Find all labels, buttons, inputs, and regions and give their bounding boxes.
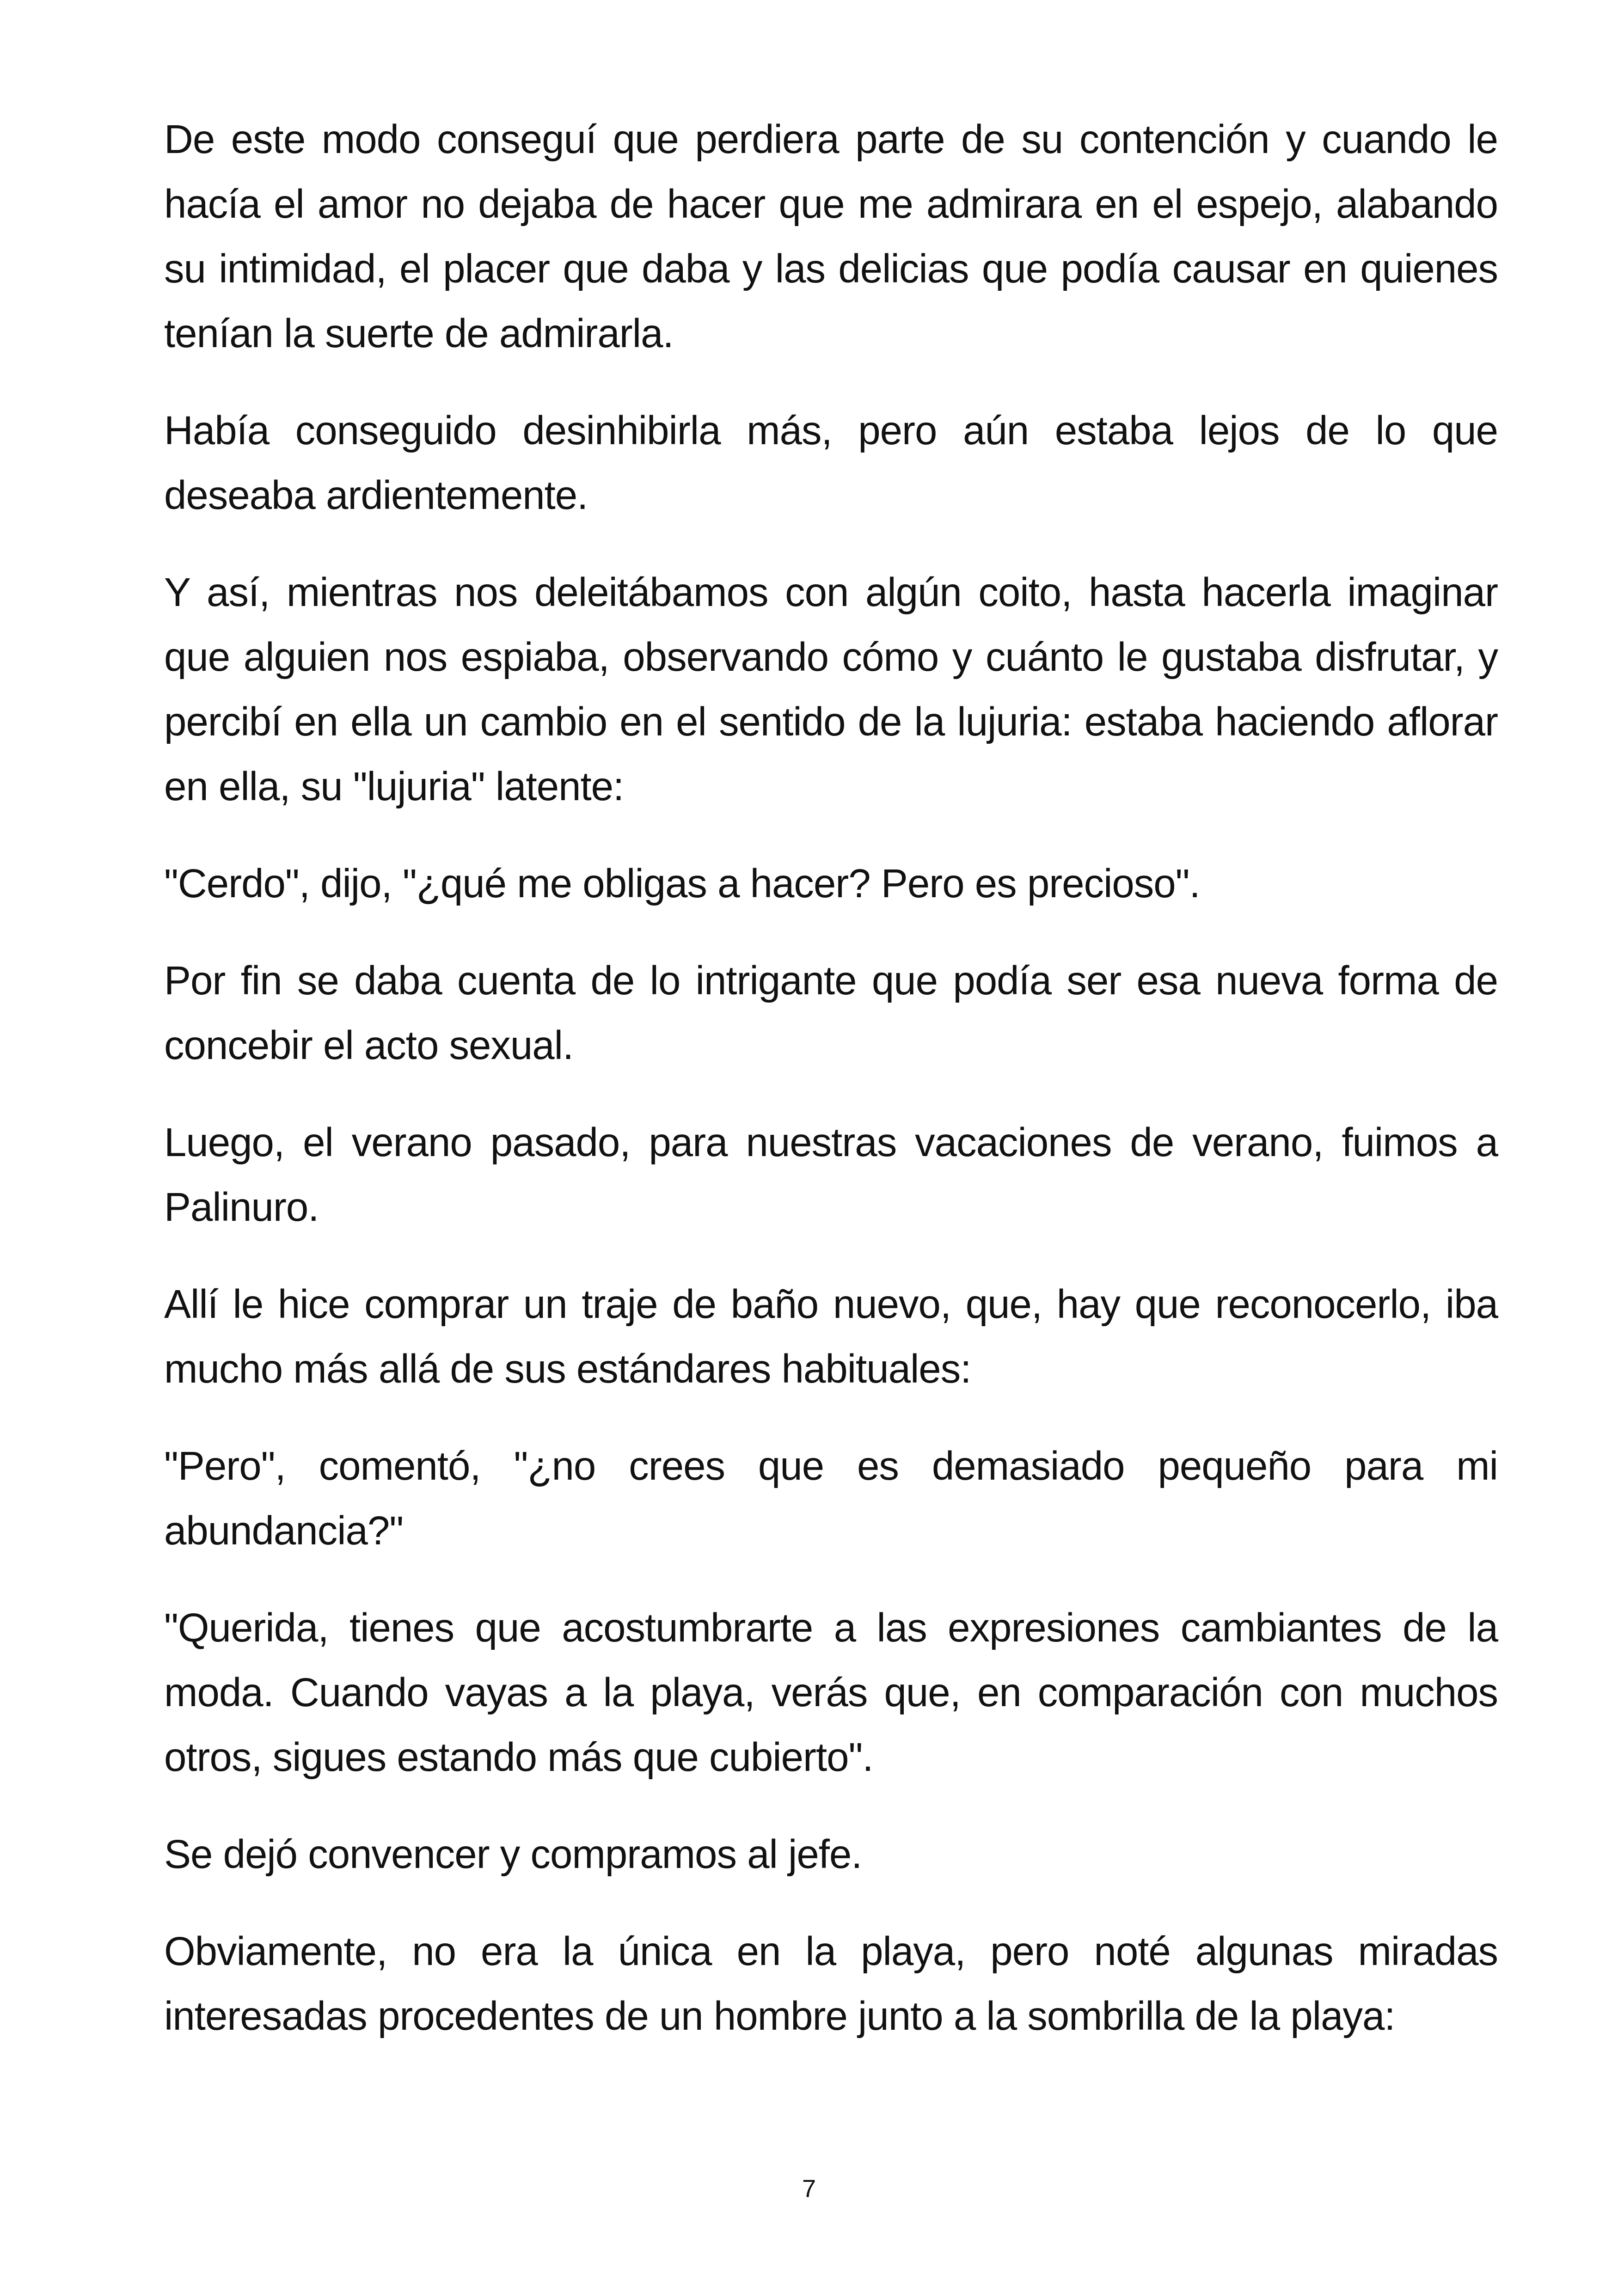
paragraph: "Cerdo", dijo, "¿qué me obligas a hacer? Pero es precioso". — [164, 861, 1200, 906]
paragraph: "Querida, tienes que acostumbrarte a las expresiones cambiantes de la moda. Cuando vayas a la playa, verás que, en comparación con muchos otros, sigues estando más que cubierto". — [164, 1605, 1498, 1780]
paragraph: Allí le hice comprar un traje de baño nuevo, que, hay que reconocerlo, iba mucho más allá de sus estándares habituales: — [164, 1282, 1498, 1391]
paragraph: De este modo conseguí que perdiera parte de su contención y cuando le hacía el amor no dejaba de hacer que me admirara en el espejo, alabando su intimidad, el placer que daba y las delicias que podía causar en quienes tenían la suerte de admirarla. — [164, 117, 1498, 356]
paragraph: "Pero", comentó, "¿no crees que es demasiado pequeño para mi abundancia?" — [164, 1444, 1498, 1553]
page-number: 7 — [802, 2175, 816, 2203]
paragraph: Había conseguido desinhibirla más, pero aún estaba lejos de lo que deseaba ardientemente. — [164, 408, 1498, 518]
paragraph: Y así, mientras nos deleitábamos con algún coito, hasta hacerla imaginar que alguien nos espiaba, observando cómo y cuánto le gustaba disfrutar, y percibí en ella un cambio en el sentido de la lujuria: estaba haciendo aflorar en ella, su "lujuria" latente: — [164, 570, 1498, 809]
paragraph: Luego, el verano pasado, para nuestras vacaciones de verano, fuimos a Palinuro. — [164, 1120, 1498, 1230]
paragraph: Obviamente, no era la única en la playa, pero noté algunas miradas interesadas procedentes de un hombre junto a la sombrilla de la playa: — [164, 1929, 1498, 2039]
paragraph: Se dejó convencer y compramos al jefe. — [164, 1832, 862, 1877]
paragraph: Por fin se daba cuenta de lo intrigante que podía ser esa nueva forma de concebir el acto sexual. — [164, 958, 1498, 1068]
page-body — [164, 107, 1498, 2081]
